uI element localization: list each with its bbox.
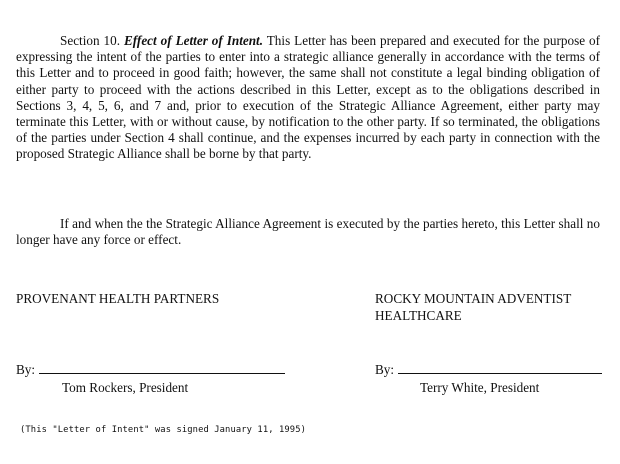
signing-date-note: (This "Letter of Intent" was signed January 11, 1995) (20, 425, 306, 435)
signature-block-right (375, 362, 602, 378)
termination-paragraph (16, 216, 600, 248)
by-label-left: By: (16, 362, 36, 377)
signature-line-right (398, 364, 602, 374)
section-title: Effect of Letter of Intent. (123, 33, 264, 48)
section-number: Section 10. (60, 33, 121, 48)
termination-text: If and when the the Strategic Alliance Agreement is executed by the parties hereto, this Letter shall no longer have any force or effect. (16, 216, 600, 248)
signature-block-left (16, 362, 285, 378)
party-right-name: ROCKY MOUNTAIN ADVENTIST HEALTHCARE (375, 291, 572, 323)
by-label-right: By: (375, 362, 395, 377)
signature-line-left (39, 364, 285, 374)
section-10-paragraph (16, 33, 600, 163)
signer-right: Terry White, President (420, 380, 540, 395)
signer-left: Tom Rockers, President (62, 380, 189, 395)
party-left-name: PROVENANT HEALTH PARTNERS (16, 291, 220, 306)
section-body: This Letter has been prepared and executed for the purpose of expressing the intent of the parties to enter into a strategic alliance generally in accordance with the terms of this Letter and to proceed in good faith; however, the same shall not constitute a legal binding obligation of either party to proceed with the actions described in this Letter, except as to the obligations described in Sections 3, 4, 5, 6, and 7 and, prior to execution of the Strategic Alliance Agreement, either party may terminate this Letter, with or without cause, by notification to the other party. If so terminated, the obligations of the parties under Section 4 shall continue, and the expenses incurred by each party in connection with the proposed Strategic Alliance shall be borne by that party. (16, 33, 601, 162)
